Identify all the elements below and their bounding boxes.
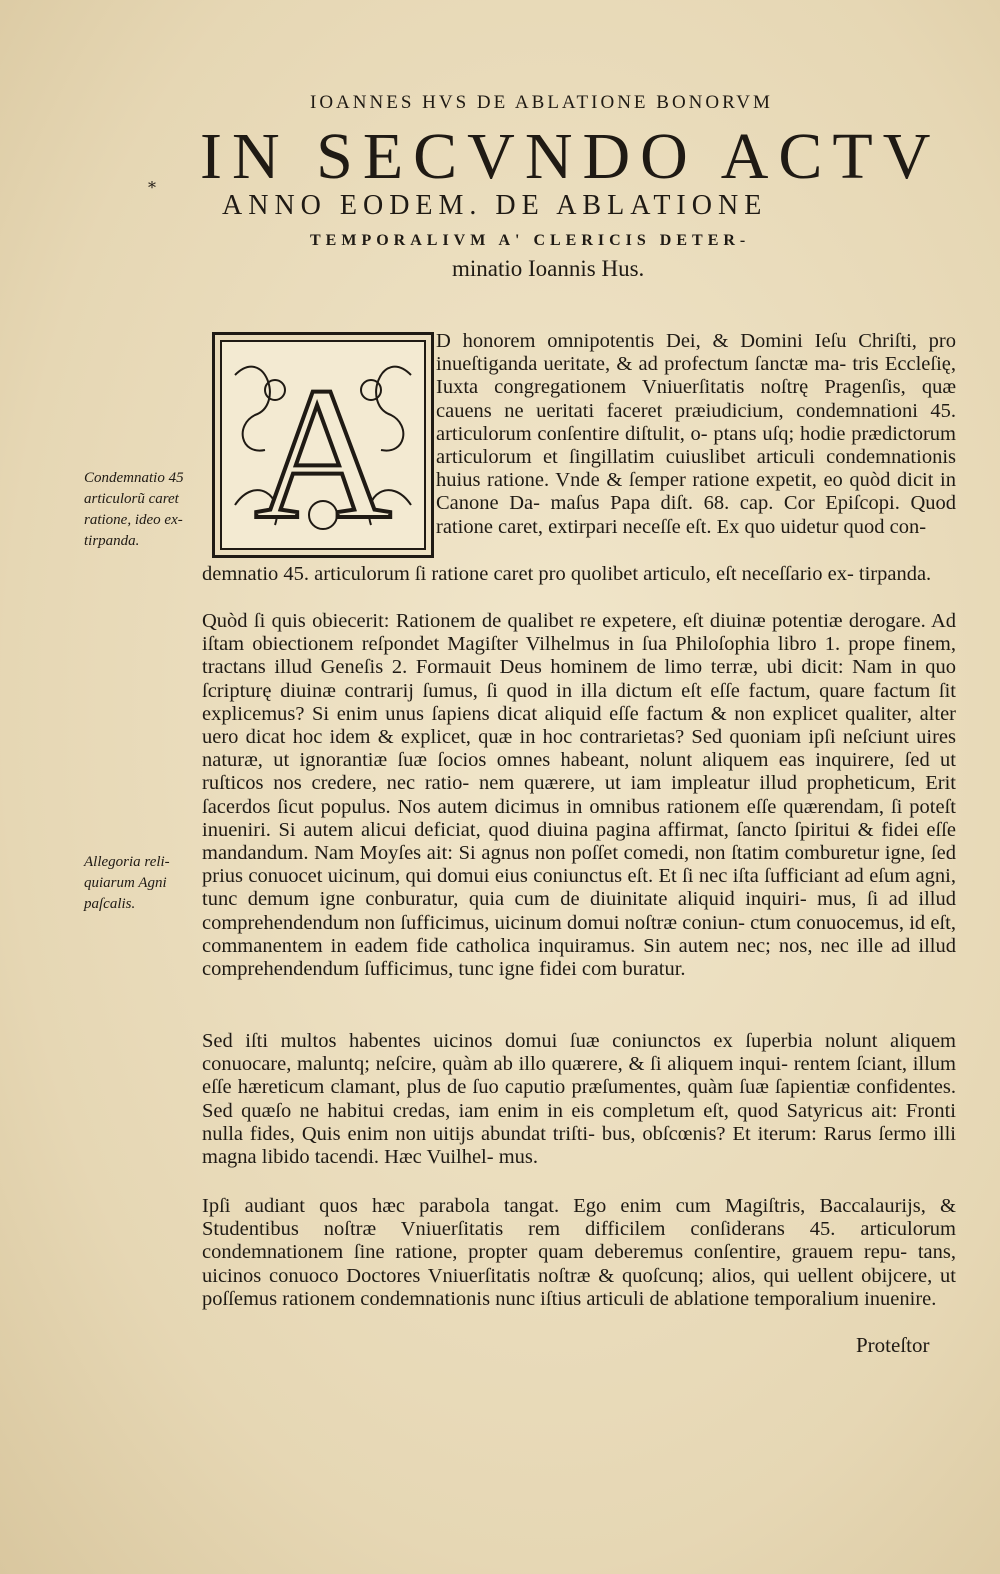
paragraph-1-beside-initial: D honorem omnipotentis Dei, & Domini Ieſu Chriſti, pro inueſtiganda ueritate, & ad profectum ſanctæ ma- tris Eccleſię, Iuxta congregationem Vniuerſitatis noſtrę Pragenſis, quæ cauens ne ueritati faceret præiudicium, condemnationi 45. articulorum conſentire diſtulit, o- ptans uſq; hodie prædictorum articulorum et ſingillatim cuiuslibet articuli condemnationis huius ratione. Vnde & ſemper ratione expetit, eo quòd dicit in Canone Da- maſus Papa diſt. 68. cap. Cor Epiſcopi. Quod ratione caret, extirpari neceſſe eſt. Ex quo uidetur quod con- (436, 330, 956, 538)
margin-note-allegoria: Allegoria reli- quiarum Agni paſcalis. (84, 854, 170, 912)
paragraph-2: Quòd ſi quis obiecerit: Rationem de qualibet re expetere, eſt diuinæ potentiæ derogare. Ad iſtam obiectionem reſpondet Magiſter Vilhelmus in ſua Philoſophia libro 1. prope finem, tractans illud Geneſis 2. Formauit Deus hominem de limo terræ, ubi dicit: Nam in quo ſcripturę diuinæ contrarij ſumus, ſi quod in illa dictum eſt eſſe factum, quare factum ſit explicemus? Si enim unus ſapiens dicat aliquid eſſe factum & non explicet qualiter, alter uero dicat hoc idem & explicet, quæ in hoc contrarietas? Sed quoniam ipſi neſciunt uires naturæ, ut ignorantiæ ſuæ ſocios omnes habeant, nolunt aliquem eas inquirere, ſed ut ruſticos nos credere, nec ratio- nem quærere, ut iam impleatur illud propheticum, Erit ſacerdos ſicut populus. Nos autem dicimus in omnibus rationem eſſe quærendam, ſi poteſt inueniri. Si autem alicui deficiat, quod diuina pagina affirmat, ſancto ſpiritui & fidei eſſe mandandum. Nam Moyſes ait: Si agnus non poſſet comedi, non ſtatim comburetur igne, ſed prius conuocet uicinum, qui domui eius coniunctus eſt. Et ſi nec iſta ſufficiant ad eſum agni, tunc demum igne conburatur, quia cum de diuinitate aliquid inquiri- mus, ſi ad illud comprehendendum non ſufficimus, uicinum domui noſtræ coniun- ctum conuocemus, id eſt, commanentem in eadem fide catholica inquiramus. Sin autem nec; nos, nec ille ad illud comprehendendum ſufficimus, tunc igne fidei com buratur. (202, 610, 956, 981)
subtitle-line-1: ANNO EODEM. DE ABLATIONE (222, 190, 768, 221)
page-title: IN SECVNDO ACTV (200, 120, 941, 193)
decorated-initial (212, 332, 434, 558)
running-head: IOANNES HVS DE ABLATIONE BONORVM (310, 92, 773, 113)
catchword: Proteſtor (856, 1333, 930, 1357)
svg-text:A: A (254, 349, 392, 555)
margin-note-condemnatio: Condemnatio 45 articulorũ caret ratione, ideo ex- tirpanda. (84, 470, 184, 549)
paragraph-3: Sed iſti multos habentes uicinos domui ſuæ coniunctos ex ſuperbia nolunt aliquem conuocare, maluntq; neſcire, quàm ab illo quærere, & ſi aliquem inqui- rentem ſciant, illum eſſe hæreticum clamant, plus de ſuo caputio præſumentes, quàm ſuæ ſapientiæ confidentes. Sed quæſo ne habitui credas, iam enim in eis completum eſt, quod Satyricus ait: Fronti nulla fides, Quis enim non uitijs abundat triſti- bus, obſcœnis? Et iterum: Rarus ſermo illi magna libido tacendi. Hæc Vuilhel- mus. (202, 1030, 956, 1169)
ornamental-letter-icon (215, 335, 431, 555)
paragraph-4: Ipſi audiant quos hæc parabola tangat. Ego enim cum Magiſtris, Baccalaurijs, & Studentibus noſtræ Vniuerſitatis rem difficilem conſiderans 45. articulorum condemnationem ſine ratione, propter quam deberemus conſentire, grauem repu- tans, uicinos conuoco Doctores Vniuerſitatis noſtræ & quoſcunq; alios, qui uellent obijcere, ut poſſemus rationem condemnationis nunc iſtius articuli de ablatione temporalium inuenire. (202, 1195, 956, 1310)
star-mark: * (148, 178, 156, 197)
subtitle-line-3: minatio Ioannis Hus. (452, 256, 645, 281)
subtitle-line-2: TEMPORALIVM A' CLERICIS DETER- (310, 232, 751, 249)
paragraph-1-continued: demnatio 45. articulorum ſi ratione caret pro quolibet articulo, eſt neceſſario ex- tirpanda. (202, 563, 932, 585)
